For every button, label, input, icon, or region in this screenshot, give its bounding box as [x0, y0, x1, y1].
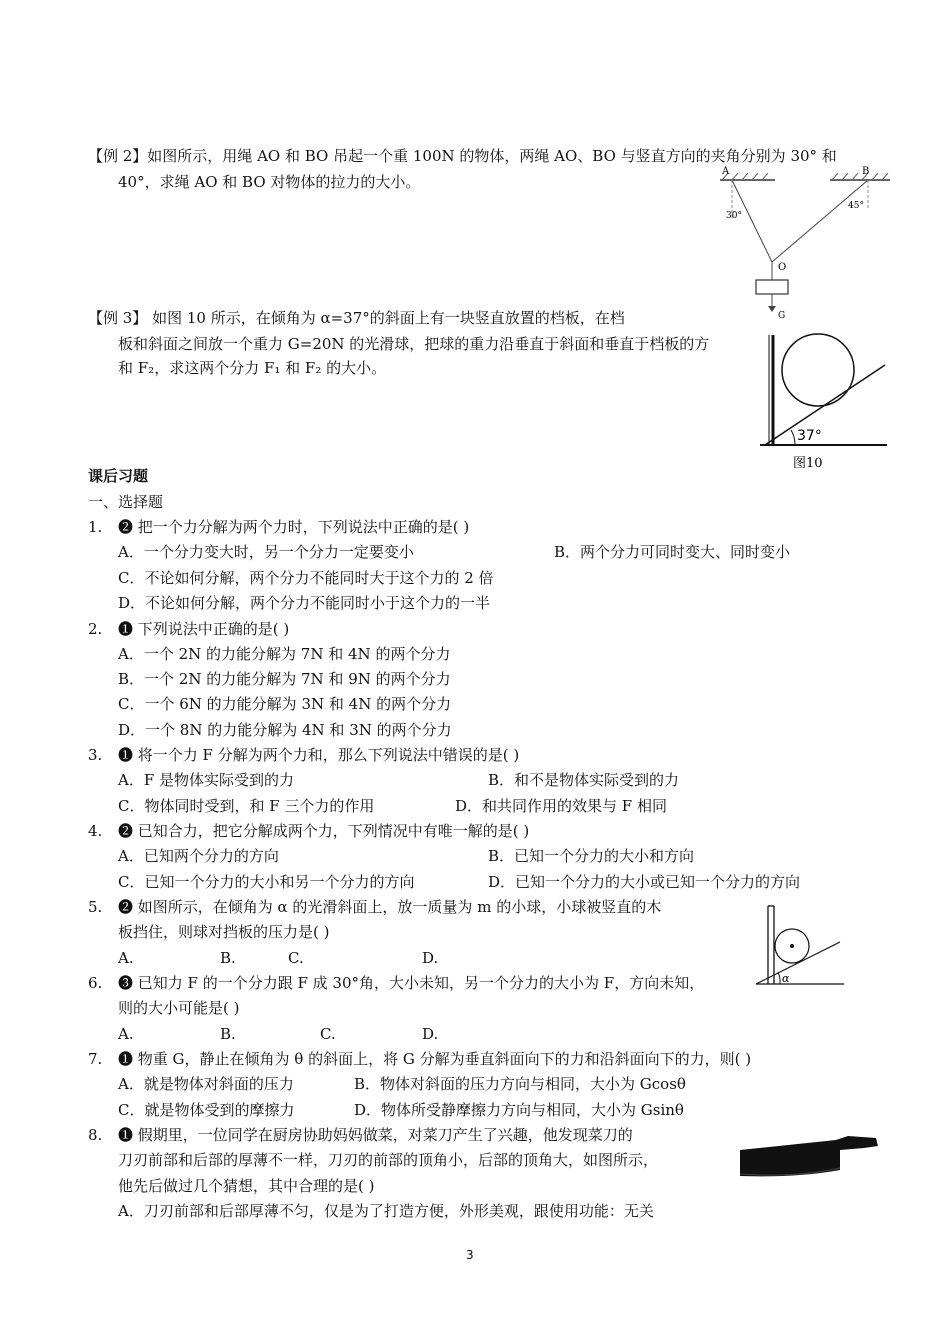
example3-figure: [755, 325, 895, 473]
q2-stem: ❶ 下列说法中正确的是( ): [118, 620, 290, 638]
angle-37: 37°: [797, 428, 822, 444]
label-b: B: [862, 166, 870, 177]
q5-d: D.: [422, 949, 439, 967]
homework-title: 课后习题: [88, 467, 149, 485]
q2-b: B．一个 2N 的力能分解为 7N 和 9N 的两个分力: [118, 670, 451, 688]
example3-line2: 板和斜面之间放一个重力 G=20N 的光滑球，把球的重力沿垂直于斜面和垂直于档板的方: [118, 335, 710, 353]
q2-a: A．一个 2N 的力能分解为 7N 和 4N 的两个分力: [118, 645, 451, 663]
q5-figure: [752, 900, 847, 992]
q5-b: B.: [220, 949, 236, 967]
q5-num: 5.: [88, 898, 103, 916]
q6-num: 6.: [88, 974, 103, 992]
knife-image: [736, 1132, 882, 1182]
q2-num: 2.: [88, 620, 103, 638]
q7-b: B．物体对斜面的压力方向与相同，大小为 Gcosθ: [354, 1075, 686, 1093]
q8-stem2: 刀刃前部和后部的厚薄不一样，刀刃的前部的顶角小，后部的顶角大，如图所示，: [118, 1151, 659, 1169]
q2-d: D．一个 8N 的力能分解为 4N 和 3N 的两个分力: [118, 721, 452, 739]
label-o: O: [778, 262, 787, 273]
q6-d: D.: [422, 1025, 439, 1043]
q6-a: A.: [118, 1025, 134, 1043]
example2-line2: 40°，求绳 AO 和 BO 对物体的拉力的大小。: [118, 173, 421, 191]
q4-d: D．已知一个分力的大小或已知一个分力的方向: [488, 873, 801, 891]
q7-stem: ❶ 物重 G，静止在倾角为 θ 的斜面上，将 G 分解为垂直斜面向下的力和沿斜面向下的力，则( ): [118, 1050, 752, 1068]
example2-figure: [690, 160, 910, 320]
q8-stem: ❶ 假期里，一位同学在厨房协助妈妈做菜，对菜刀产生了兴趣，他发现菜刀的: [118, 1126, 633, 1144]
q1-d: D．不论如何分解，两个分力不能同时小于这个力的一半: [118, 594, 491, 612]
q3-c: C．物体同时受到，和 F 三个力的作用: [118, 797, 375, 815]
q2-c: C．一个 6N 的力能分解为 3N 和 4N 的两个分力: [118, 695, 452, 713]
q7-c: C．就是物体受到的摩擦力: [118, 1101, 295, 1119]
q4-stem: ❷ 已知合力，把它分解成两个力，下列情况中有唯一解的是( ): [118, 822, 530, 840]
q6-stem: ❸ 已知力 F 的一个分力跟 F 成 30°角，大小未知，另一个分力的大小为 F，方向未知，: [118, 974, 705, 992]
q5-stem: ❷ 如图所示，在倾角为 α 的光滑斜面上，放一质量为 m 的小球，小球被竖直的木: [118, 898, 662, 916]
q1-a: A．一个分力变大时，另一个分力一定要变小: [118, 543, 414, 561]
q6-stem2: 则的大小可能是( ): [118, 999, 240, 1017]
example2-line1: 【例 2】如图所示，用绳 AO 和 BO 吊起一个重 100N 的物体，两绳 AO、BO 与竖直方向的夹角分别为 30° 和: [88, 147, 837, 165]
q1-b: B．两个分力可同时变大、同时变小: [554, 543, 791, 561]
q4-b: B．已知一个分力的大小和方向: [488, 847, 695, 865]
q4-a: A．已知两个分力的方向: [118, 847, 279, 865]
page-number: 3: [466, 1248, 474, 1262]
q4-num: 4.: [88, 822, 103, 840]
alpha-label: α: [782, 972, 790, 985]
q3-num: 3.: [88, 746, 103, 764]
q8-a: A．刀刃前部和后部厚薄不匀，仅是为了打造方便，外形美观，跟使用功能：无关: [118, 1202, 654, 1220]
label-a: A: [722, 166, 730, 177]
example3-line1: 【例 3】 如图 10 所示，在倾角为 α=37°的斜面上有一块竖直放置的档板，在档: [88, 309, 625, 327]
q5-c: C.: [288, 949, 304, 967]
label-g: G: [778, 311, 786, 320]
q1-stem: ❷ 把一个力分解为两个力时，下列说法中正确的是( ): [118, 518, 470, 536]
section-choice: 一、选择题: [88, 493, 164, 511]
q7-d: D．物体所受静摩擦力方向与相同，大小为 Gsinθ: [354, 1101, 684, 1119]
angle-45: 45°: [848, 201, 864, 211]
q6-b: B.: [220, 1025, 236, 1043]
q3-a: A．F 是物体实际受到的力: [118, 771, 295, 789]
fig10-caption: 图10: [793, 456, 823, 471]
q5-stem2: 板挡住，则球对挡板的压力是( ): [118, 923, 330, 941]
q7-a: A．就是物体对斜面的压力: [118, 1075, 294, 1093]
q4-c: C．已知一个分力的大小和另一个分力的方向: [118, 873, 415, 891]
q3-b: B．和不是物体实际受到的力: [488, 771, 680, 789]
q1-c: C．不论如何分解，两个分力不能同时大于这个力的 2 倍: [118, 569, 494, 587]
q7-num: 7.: [88, 1050, 103, 1068]
q8-num: 8.: [88, 1126, 103, 1144]
example3-line3: 和 F₂，求这两个分力 F₁ 和 F₂ 的大小。: [118, 359, 387, 377]
q6-c: C.: [320, 1025, 336, 1043]
q8-stem3: 他先后做过几个猜想，其中合理的是( ): [118, 1177, 375, 1195]
q1-num: 1.: [88, 518, 103, 536]
angle-30: 30°: [726, 211, 742, 221]
q3-stem: ❶ 将一个力 F 分解为两个力和，那么下列说法中错误的是( ): [118, 746, 520, 764]
q3-d: D．和共同作用的效果与 F 相同: [455, 797, 667, 815]
q5-a: A.: [118, 949, 134, 967]
